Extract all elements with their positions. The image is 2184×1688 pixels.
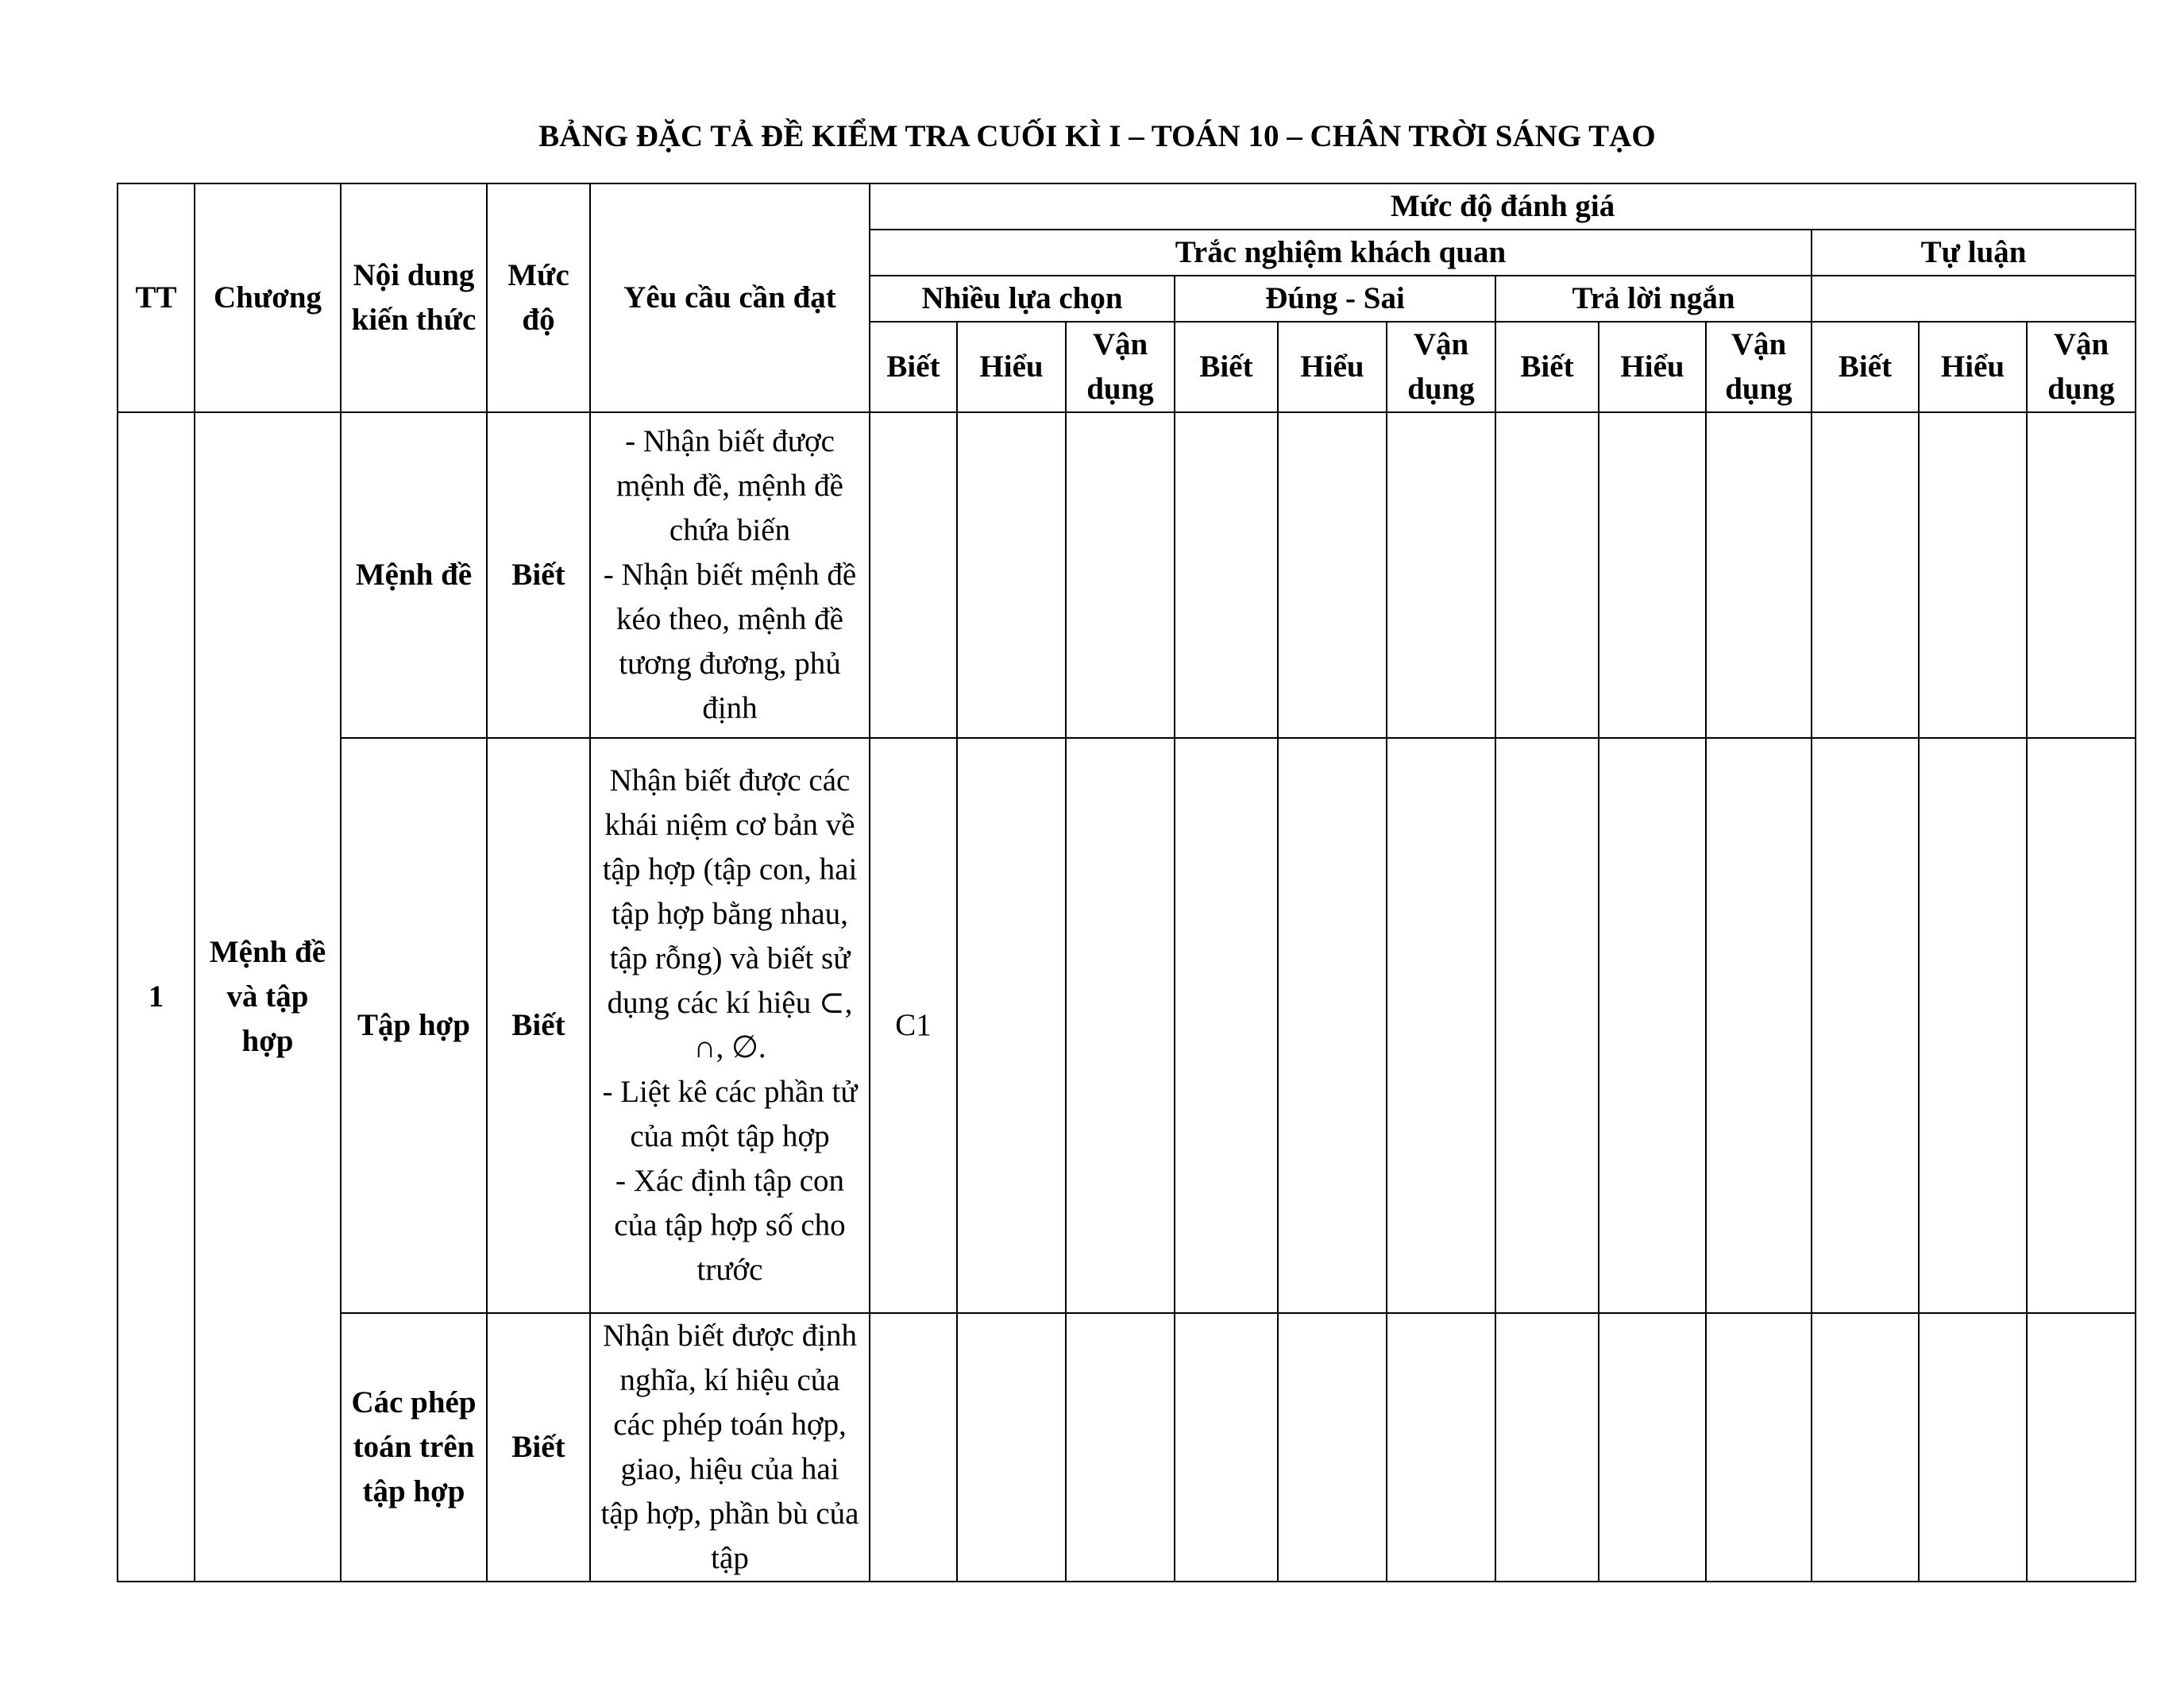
- header-ds-van-dung: Vận dụng: [1387, 322, 1495, 412]
- requirement-cell: [590, 738, 870, 1313]
- header-noi-dung: Nội dung kiến thức: [341, 183, 487, 412]
- header-tu-luan-blank: [1812, 276, 2136, 322]
- requirement-cell: [590, 412, 870, 738]
- header-mc-hieu: Hiểu: [957, 322, 1066, 412]
- chapter-number: 1: [118, 412, 195, 1582]
- requirement-text: Nhận biết được định nghĩa, kí hiệu của các phép toán hợp, giao, hiệu của hai tập hợp, phần bù của tập: [600, 1319, 859, 1575]
- requirement-text: Nhận biết được các khái niệm cơ bản về tập hợp (tập con, hai tập hợp bằng nhau, tập rỗng) và biết sử dụng các kí hiệu ⊂, ∩, ∅. - Liệt kê các phần tử của một tập hợp - Xác định tập con của tập hợp số cho trước: [602, 763, 858, 1287]
- header-tu-luan: Tự luận: [1812, 230, 2136, 276]
- header-ds-hieu: Hiểu: [1278, 322, 1387, 412]
- header-tra-loi-ngan: Trả lời ngắn: [1495, 276, 1812, 322]
- header-chuong: Chương: [195, 183, 341, 412]
- document-title: BẢNG ĐẶC TẢ ĐỀ KIỂM TRA CUỐI KÌ I – TOÁN 10 – CHÂN TRỜI SÁNG TẠO: [538, 119, 1656, 153]
- level-cell: Biết: [487, 738, 590, 1313]
- header-tt: TT: [118, 183, 195, 412]
- header-dung-sai: Đúng - Sai: [1175, 276, 1495, 322]
- topic-cell: Mệnh đề: [341, 412, 487, 738]
- header-ds-biet: Biết: [1175, 322, 1278, 412]
- mc-biet-cell: C1: [870, 738, 957, 1313]
- header-muc-do: Mức độ: [487, 183, 590, 412]
- header-yeu-cau: Yêu cầu cần đạt: [590, 183, 870, 412]
- level-cell: Biết: [487, 1313, 590, 1582]
- topic-cell: Các phép toán trên tập hợp: [341, 1313, 487, 1582]
- requirement-text: - Nhận biết được mệnh đề, mệnh đề chứa biến - Nhận biết mệnh đề kéo theo, mệnh đề tương đương, phủ định: [603, 424, 857, 725]
- header-nhieu-lua-chon: Nhiều lựa chọn: [870, 276, 1175, 322]
- level-cell: Biết: [487, 412, 590, 738]
- header-muc-do-danh-gia: Mức độ đánh giá: [870, 183, 2136, 230]
- table-row: [118, 738, 2136, 1313]
- topic-cell: Tập hợp: [341, 738, 487, 1313]
- header-tl-van-dung: Vận dụng: [2027, 322, 2136, 412]
- mc-biet-cell: [870, 1313, 957, 1582]
- table-row: [118, 1313, 2136, 1582]
- mc-biet-cell: [870, 412, 957, 738]
- header-mc-van-dung: Vận dụng: [1066, 322, 1175, 412]
- header-tln-hieu: Hiểu: [1599, 322, 1706, 412]
- header-tln-van-dung: Vận dụng: [1706, 322, 1812, 412]
- requirement-cell: [590, 1313, 870, 1582]
- header-tln-biet: Biết: [1495, 322, 1599, 412]
- header-mc-biet: Biết: [870, 322, 957, 412]
- table-row: [118, 412, 2136, 738]
- chapter-name: Mệnh đề và tập hợp: [195, 412, 341, 1582]
- header-tl-biet: Biết: [1812, 322, 1919, 412]
- specification-table: [117, 183, 2136, 1582]
- header-trac-nghiem: Trắc nghiệm khách quan: [870, 230, 1812, 276]
- header-tl-hieu: Hiểu: [1919, 322, 2027, 412]
